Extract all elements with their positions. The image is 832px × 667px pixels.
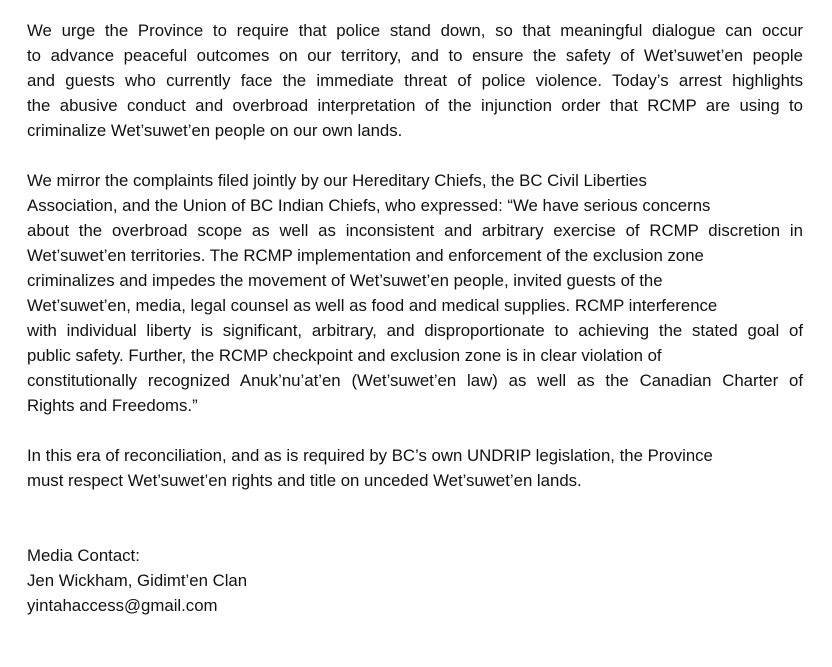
text-line: public safety. Further, the RCMP checkpoint and exclusion zone is in clear violation of — [27, 346, 662, 365]
text-line: and guests who currently face the immediate threat of police violence. Today’s arrest highlights — [27, 71, 803, 90]
press-release-body — [27, 18, 817, 618]
text-line: criminalizes and impedes the movement of Wet’suwet’en people, invited guests of the — [27, 271, 663, 290]
media-contact-block — [27, 543, 817, 618]
text-line: We mirror the complaints filed jointly by our Hereditary Chiefs, the BC Civil Liberties — [27, 171, 647, 190]
text-line: In this era of reconciliation, and as is required by BC’s own UNDRIP legislation, the Province — [27, 446, 713, 465]
paragraph-reconciliation — [27, 443, 817, 493]
text-line: criminalize Wet’suwet’en people on our own lands. — [27, 121, 403, 140]
text-line: constitutionally recognized Anuk’nu’at’en (Wet’suwet’en law) as well as the Canadian Charter of — [27, 371, 803, 390]
text-line: with individual liberty is significant, arbitrary, and disproportionate to achieving the stated goal of — [27, 321, 803, 340]
text-line: about the overbroad scope as well as inconsistent and arbitrary exercise of RCMP discretion in — [27, 221, 803, 240]
text-line: Association, and the Union of BC Indian Chiefs, who expressed: “We have serious concerns — [27, 196, 711, 215]
paragraph-stand-down — [27, 18, 817, 143]
media-contact-name: Jen Wickham, Gidimt’en Clan — [27, 571, 248, 590]
text-line: to advance peaceful outcomes on our territory, and to ensure the safety of Wet’suwet’en people — [27, 46, 803, 65]
text-line: Wet’suwet’en, media, legal counsel as well as food and medical supplies. RCMP interference — [27, 296, 718, 315]
paragraph-complaints — [27, 168, 817, 418]
text-line: We urge the Province to require that police stand down, so that meaningful dialogue can occur — [27, 21, 803, 40]
media-contact-email[interactable]: yintahaccess@gmail.com — [27, 596, 218, 615]
text-line: must respect Wet’suwet’en rights and title on unceded Wet’suwet’en lands. — [27, 471, 582, 490]
text-line: Rights and Freedoms.” — [27, 396, 198, 415]
media-contact-heading: Media Contact: — [27, 546, 140, 565]
text-line: Wet’suwet’en territories. The RCMP implementation and enforcement of the exclusion zone — [27, 246, 704, 265]
text-line: the abusive conduct and overbroad interpretation of the injunction order that RCMP are using to — [27, 96, 803, 115]
